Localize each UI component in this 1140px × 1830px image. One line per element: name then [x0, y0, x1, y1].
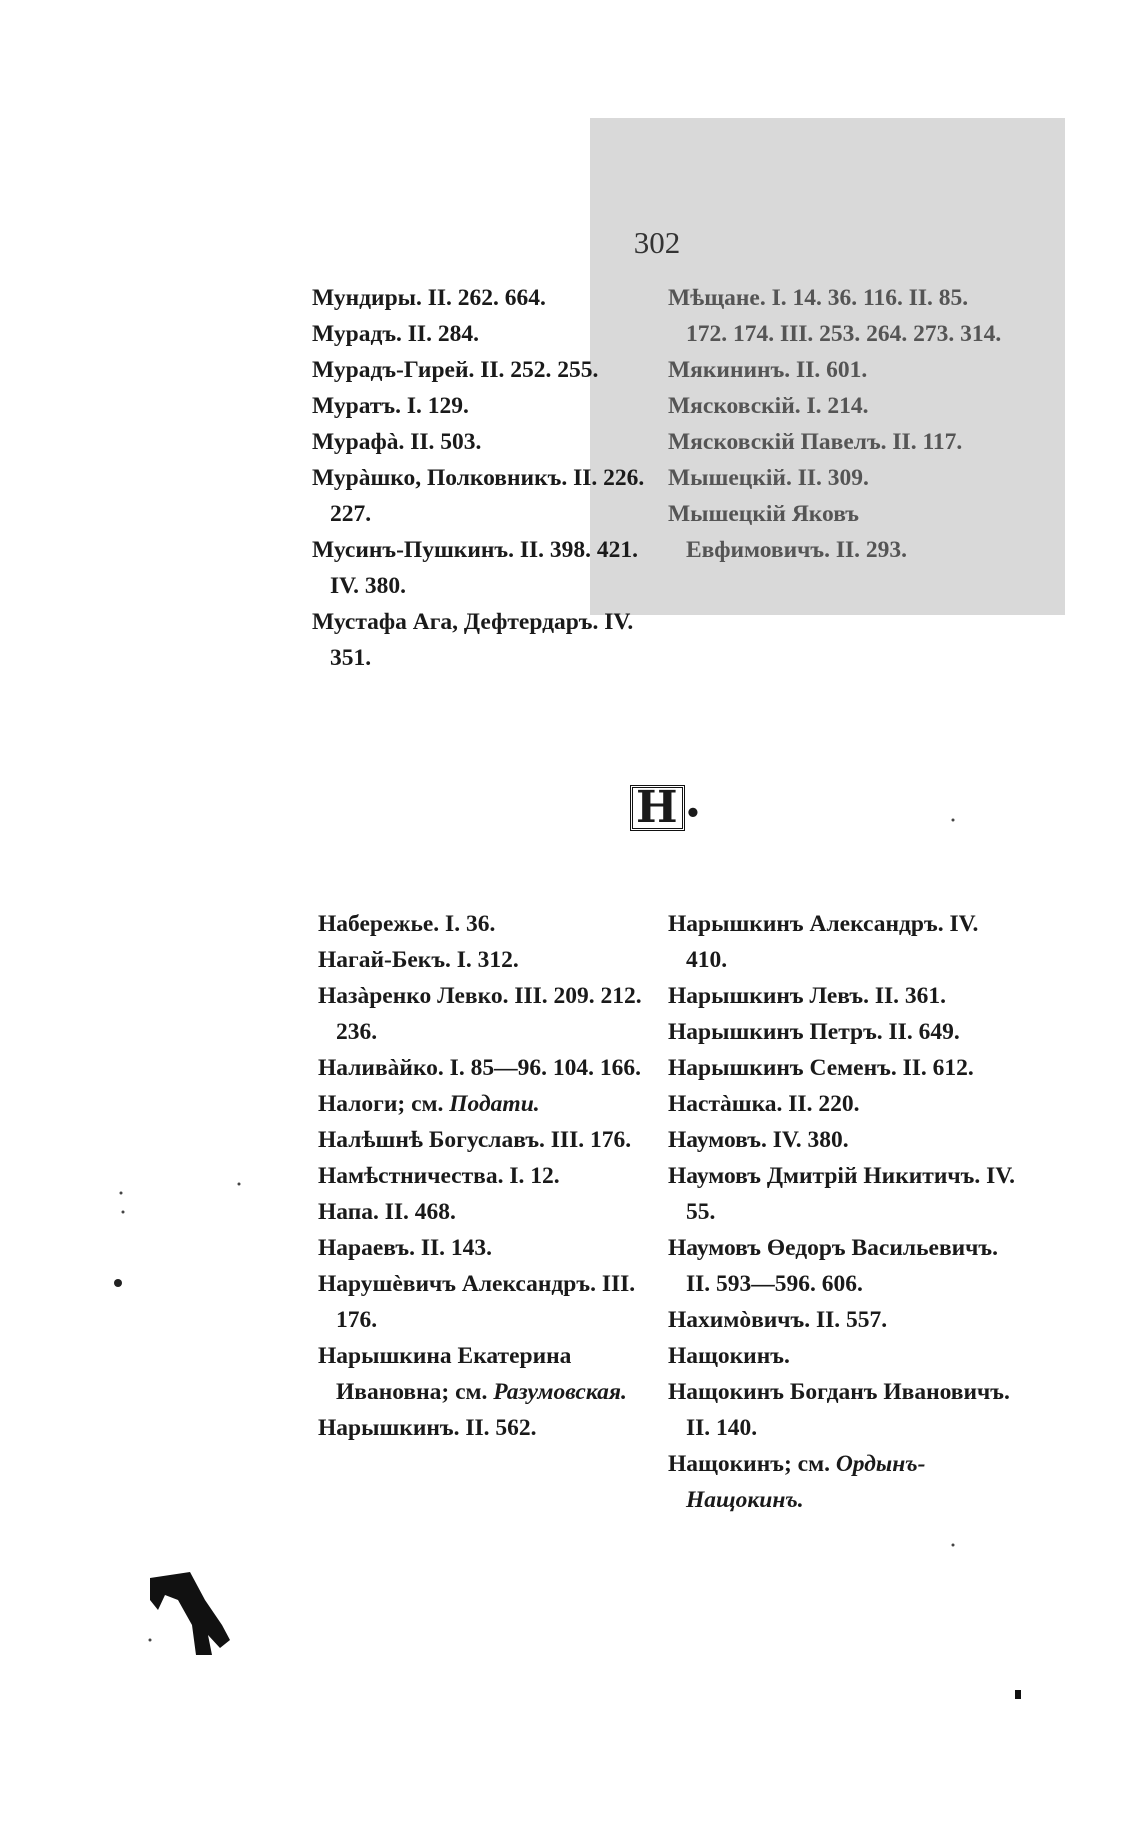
ink-speck — [122, 1211, 125, 1214]
section-heading — [630, 782, 702, 833]
ink-speck — [238, 1183, 241, 1186]
ink-speck — [952, 1544, 955, 1547]
ink-speck — [114, 1279, 122, 1287]
index-entry: Нарышкинъ Петръ. II. 649. — [668, 1019, 960, 1045]
index-entry: Нащокинъ. — [668, 1343, 790, 1369]
page-number: 302 — [633, 225, 681, 260]
entry-text: Нащокинъ; см. — [668, 1451, 836, 1477]
index-entry: Мякининъ. II. 601. — [668, 357, 868, 383]
index-entry: Нарушèвичъ Александръ. III. 176. — [318, 1271, 636, 1333]
index-entry: Мурадъ. II. 284. — [312, 321, 479, 347]
ink-speck — [120, 1192, 123, 1195]
section-dot: • — [684, 799, 703, 829]
index-entry: Мусинъ-Пушкинъ. II. 398. 421. IV. 380. — [312, 537, 639, 599]
entry-text: Налоги; см. — [318, 1091, 450, 1117]
index-entry — [318, 1086, 658, 1122]
index-entry: Наумовъ Дмитрій Никитичъ. IV. 55. — [668, 1163, 1016, 1225]
index-entry: Нараевъ. II. 143. — [318, 1235, 493, 1261]
index-entry: Налѣшнѣ Богуславъ. III. 176. — [318, 1127, 632, 1153]
cross-reference: Подати. — [449, 1091, 540, 1117]
index-entry: Мышецкій. II. 309. — [668, 465, 869, 491]
index-entry: Нарышкинъ Семенъ. II. 612. — [668, 1055, 974, 1081]
index-entry: Мурафà. II. 503. — [312, 429, 482, 455]
cross-reference: Ордынъ-Нащокинъ. — [686, 1451, 926, 1513]
index-entry: Мустафа Ага, Дефтердаръ. IV. 351. — [312, 609, 634, 671]
index-column-top-right — [668, 280, 1008, 568]
section-letter: Н — [630, 785, 685, 831]
ink-blot-mark — [150, 1572, 230, 1655]
index-entry — [318, 1338, 658, 1410]
index-column-bottom-right — [668, 906, 1018, 1518]
index-entry: Напа. II. 468. — [318, 1199, 456, 1225]
cross-reference: Разумовская. — [493, 1379, 627, 1405]
entry-text: Нарышкина Екатерина Ивановна; см. — [318, 1343, 572, 1405]
index-entry: Нарышкинъ Левъ. II. 361. — [668, 983, 946, 1009]
index-entry: Настàшка. II. 220. — [668, 1091, 860, 1117]
index-column-top-left — [312, 280, 657, 676]
index-entry: Нарышкинъ Александръ. IV. 410. — [668, 911, 979, 973]
ink-speck — [1015, 1690, 1021, 1699]
index-entry: Мурадъ-Гирей. II. 252. 255. — [312, 357, 599, 383]
index-entry: Мышецкій Яковъ Евфимовичъ. II. 293. — [668, 501, 907, 563]
index-entry: Нахимòвичъ. II. 557. — [668, 1307, 888, 1333]
ink-speck — [952, 819, 955, 822]
index-entry: Мурàшко, Полковникъ. II. 226. 227. — [312, 465, 645, 527]
index-entry: Мясковскій Павелъ. II. 117. — [668, 429, 963, 455]
index-entry — [668, 1446, 1018, 1518]
index-entry: Мясковскій. I. 214. — [668, 393, 869, 419]
index-entry: Мундиры. II. 262. 664. — [312, 285, 546, 311]
index-entry: Нарышкинъ. II. 562. — [318, 1415, 537, 1441]
index-entry: Набережье. I. 36. — [318, 911, 496, 937]
index-entry: Муратъ. I. 129. — [312, 393, 469, 419]
index-entry: Наливàйко. I. 85—96. 104. 166. — [318, 1055, 641, 1081]
index-entry: Наумовъ Өедоръ Васильевичъ. II. 593—596. 606. — [668, 1235, 998, 1297]
index-entry: Нагай-Бекъ. I. 312. — [318, 947, 519, 973]
index-entry: Нащокинъ Богданъ Ивановичъ. II. 140. — [668, 1379, 1010, 1441]
index-entry: Мѣщане. I. 14. 36. 116. II. 85. 172. 174. III. 253. 264. 273. 314. — [668, 285, 1002, 347]
index-entry: Наумовъ. IV. 380. — [668, 1127, 849, 1153]
ink-speck — [149, 1639, 152, 1642]
index-entry: Назàренко Левко. III. 209. 212. 236. — [318, 983, 642, 1045]
index-entry: Намѣстничества. I. 12. — [318, 1163, 560, 1189]
index-column-bottom-left — [318, 906, 658, 1446]
